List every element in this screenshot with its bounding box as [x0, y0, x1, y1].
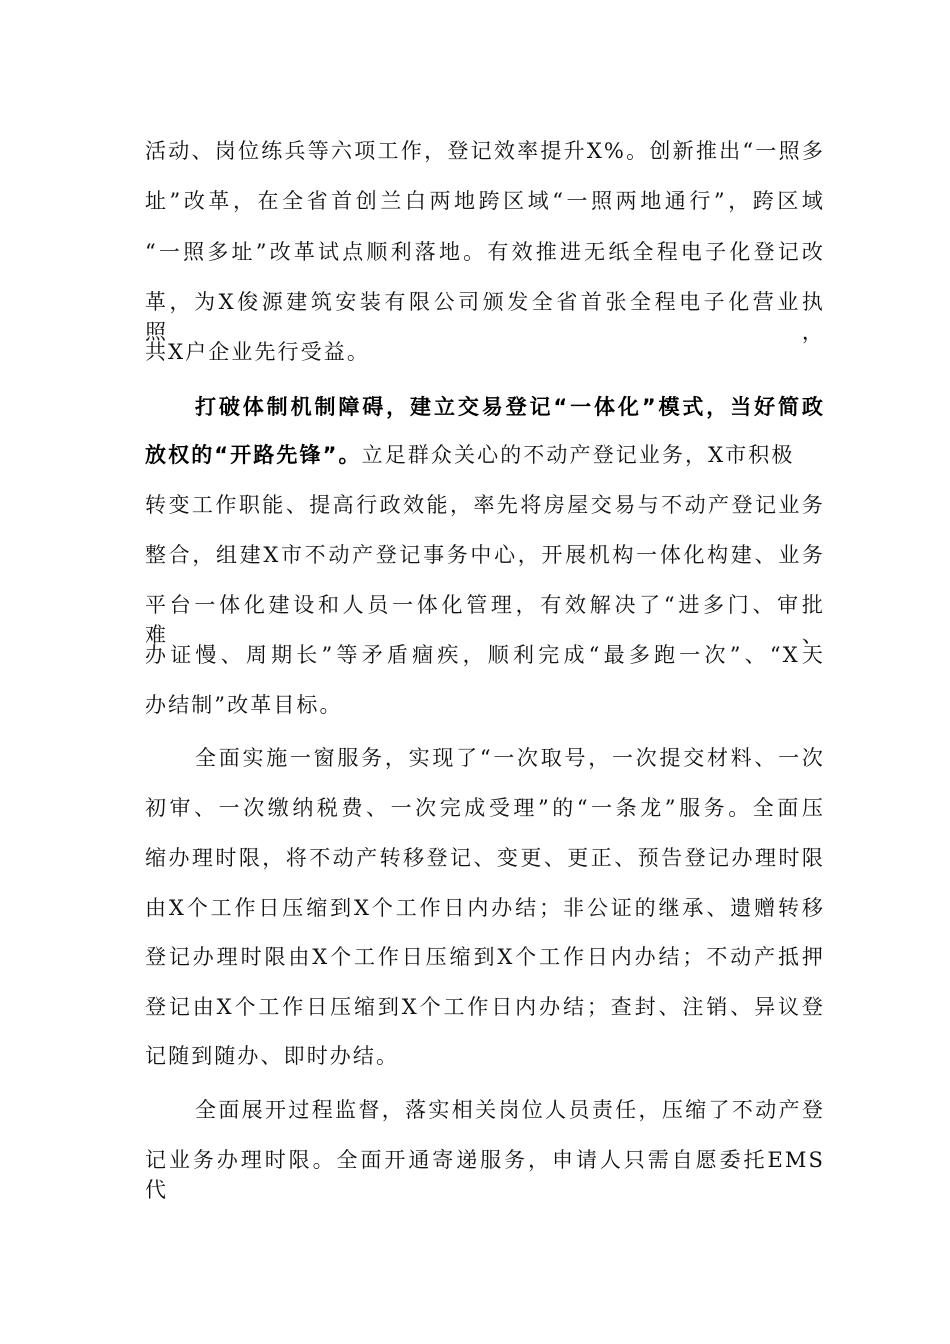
- text-line: 记业务办理时限。全面开通寄递服务，申请人只需自愿委托EMS代: [145, 1148, 825, 1202]
- text-line: 初审、一次缴纳税费、一次完成受理”的“一条龙”服务。全面压: [145, 796, 825, 820]
- paragraph-heading: 打破体制机制障碍，建立交易登记“一体化”模式，当好简政: [195, 395, 825, 419]
- text-span: 立足群众关心的不动产登记业务，X市积极: [361, 443, 795, 467]
- text-line: 平台一体化建设和人员一体化管理，有效解决了“进多门、审批难、: [145, 593, 825, 647]
- text-line: 登记由X个工作日压缩到X个工作日内办结；查封、注销、异议登: [145, 995, 825, 1019]
- text-line: 转变工作职能、提高行政效能，率先将房屋交易与不动产登记业务: [145, 493, 825, 517]
- text-line: 全面实施一窗服务，实现了“一次取号，一次提交材料、一次: [195, 746, 825, 770]
- text-line: 活动、岗位练兵等六项工作，登记效率提升X%。创新推出“一照多: [145, 139, 825, 163]
- text-line: 缩办理时限，将不动产转移登记、变更、更正、预告登记办理时限: [145, 846, 825, 870]
- text-line: 登记办理时限由X个工作日压缩到X个工作日内办结；不动产抵押: [145, 945, 825, 969]
- text-line: 址”改革，在全省首创兰白两地跨区域“一照两地通行”，跨区域: [145, 189, 825, 213]
- paragraph-heading-end: 放权的“开路先锋”。: [145, 443, 362, 467]
- text-line: “一照多址”改革试点顺利落地。有效推进无纸全程电子化登记改: [145, 240, 825, 264]
- text-line: 办证慢、周期长”等矛盾痼疾，顺利完成“最多跑一次”、“X天: [145, 643, 825, 667]
- text-line: 整合，组建X市不动产登记事务中心，开展机构一体化构建、业务: [145, 543, 825, 567]
- text-line: 由X个工作日压缩到X个工作日内办结；非公证的继承、遗赠转移: [145, 896, 825, 920]
- text-line: 办结制”改革目标。: [145, 693, 343, 717]
- text-line: 共X户企业先行受益。: [145, 340, 370, 364]
- text-line: 革，为X俊源建筑安装有限公司颁发全省首张全程电子化营业执照，: [145, 290, 825, 344]
- text-line: 全面展开过程监督，落实相关岗位人员责任，压缩了不动产登: [195, 1098, 825, 1122]
- text-line: [145, 440, 825, 470]
- text-line: 记随到随办、即时办结。: [145, 1044, 400, 1068]
